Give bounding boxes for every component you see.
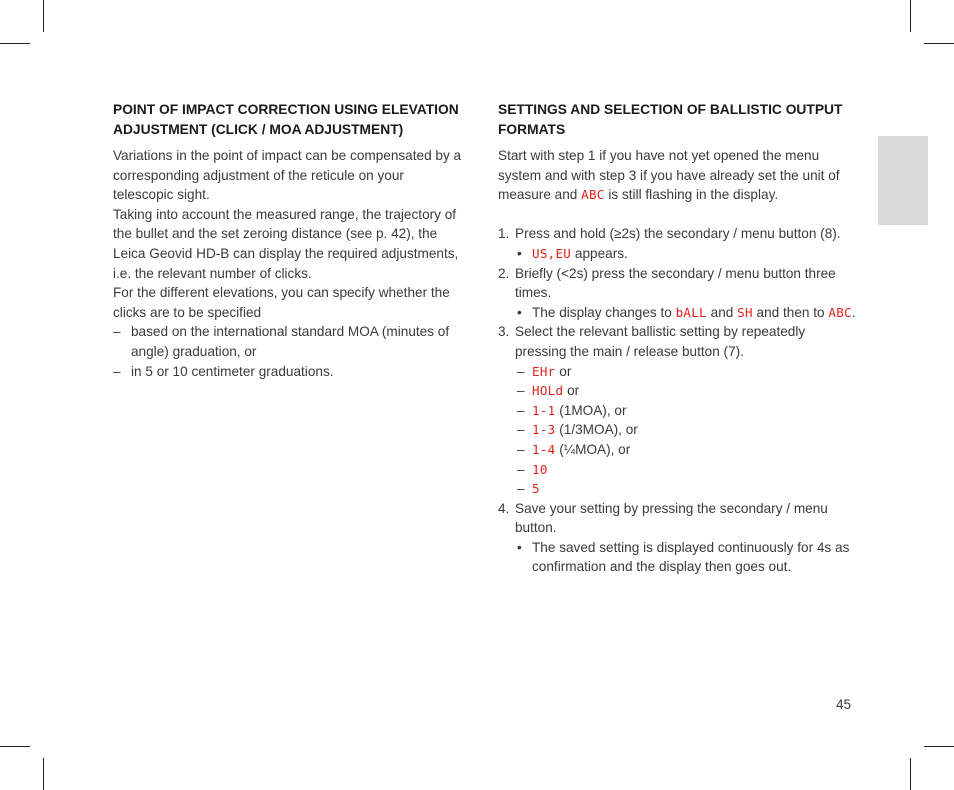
dash-marker: –: [517, 441, 525, 457]
step-number: 2.: [498, 265, 510, 281]
paragraph: For the different elevations, you can specify whether the clicks are to be specified: [113, 285, 450, 320]
list-item: – in 5 or 10 centimeter graduations.: [113, 362, 465, 382]
display-code: 10: [532, 461, 548, 477]
step-1: 1. Press and hold (≥2s) the secondary / menu button (8). • US,EU appears.: [498, 224, 858, 263]
list-item: – 1-4 (¼MOA), or: [515, 440, 858, 460]
step-3: 3. Select the relevant ballistic setting by repeatedly pressing the main / release button (7). – EHr or – HOLd or – 1-1 (1MOA), or – 1-3 (1/3MOA), or – 1-4 (¼MOA), or – 10 – 5: [498, 322, 858, 498]
display-code: 1-3: [532, 422, 556, 438]
display-code: bALL: [675, 304, 707, 320]
dash-marker: –: [517, 481, 525, 497]
crop-mark: [43, 0, 44, 32]
step-number: 4.: [498, 500, 510, 516]
display-code: SH: [737, 304, 753, 320]
list-item: – HOLd or: [515, 381, 858, 401]
section-heading-impact-correction: POINT OF IMPACT CORRECTION USING ELEVATION ADJUSTMENT (CLICK / MOA ADJUSTMENT): [113, 102, 459, 137]
crop-mark: [0, 43, 30, 44]
dash-marker: –: [113, 363, 121, 379]
list-item: – 1-3 (1/3MOA), or: [515, 420, 858, 440]
display-code: 1-1: [532, 402, 556, 418]
display-code: ABC: [581, 187, 605, 203]
dash-marker: –: [517, 422, 525, 438]
ballistic-options-list: [515, 362, 858, 499]
left-column: [113, 100, 465, 381]
list-item: • The saved setting is displayed continuously for 4s as confirmation and the display then goes out.: [517, 539, 850, 575]
list-item: • The display changes to bALL and SH and then to ABC.: [515, 303, 858, 323]
crop-mark: [924, 43, 954, 44]
page-number: 45: [836, 697, 852, 712]
list-item: – based on the international standard MOA (minutes of angle) graduation, or: [113, 324, 450, 359]
step-number: 1.: [498, 226, 510, 242]
step-number: 3.: [498, 324, 510, 340]
crop-mark: [910, 0, 911, 32]
dash-marker: –: [113, 324, 121, 340]
crop-mark: [0, 746, 30, 747]
crop-mark: [924, 746, 954, 747]
step-4: 4. Save your setting by pressing the secondary / menu button. • The saved setting is displayed continuously for 4s as confirmation and the display then goes out.: [498, 499, 858, 577]
crop-mark: [43, 758, 44, 790]
bullet-marker: •: [517, 304, 522, 320]
step-2: 2. Briefly (<2s) press the secondary / menu button three times. • The display changes to bALL and SH and then to ABC.: [498, 264, 858, 323]
display-code: HOLd: [532, 383, 564, 399]
display-code: ABC: [828, 304, 852, 320]
right-column: [498, 100, 858, 577]
dash-marker: –: [517, 383, 525, 399]
list-item: [515, 479, 858, 499]
paragraph: Variations in the point of impact can be compensated by a corresponding adjustment of the reticule on your telescopic sight.: [113, 148, 462, 203]
dash-marker: –: [517, 461, 525, 477]
list-item: – EHr or: [515, 362, 858, 382]
dash-marker: –: [517, 363, 525, 379]
steps-list: [498, 224, 858, 577]
list-item: • US,EU appears.: [515, 244, 858, 264]
bullet-marker: •: [517, 245, 522, 261]
display-code: 5: [532, 481, 540, 497]
chapter-tab-marker: [878, 136, 928, 225]
list-item: – 1-1 (1MOA), or: [515, 401, 858, 421]
intro-paragraph: Start with step 1 if you have not yet opened the menu system and with step 3 if you have already set the unit of measure and ABC is still flashing in the display.: [498, 148, 840, 203]
crop-mark: [910, 758, 911, 790]
section-heading-ballistic-settings: SETTINGS AND SELECTION OF BALLISTIC OUTPUT FORMATS: [498, 102, 843, 137]
dash-marker: –: [517, 402, 525, 418]
display-code: US,EU: [532, 245, 572, 261]
bullet-marker: •: [517, 539, 522, 555]
list-item: [515, 460, 858, 480]
graduation-list: [113, 322, 465, 381]
paragraph: Taking into account the measured range, the trajectory of the bullet and the set zeroing distance (see p. 42), the Leica Geovid HD-B can display the required adjustments, i.e. the relevant number of clicks.: [113, 206, 459, 281]
display-code: 1-4: [532, 441, 556, 457]
display-code: EHr: [532, 363, 556, 379]
